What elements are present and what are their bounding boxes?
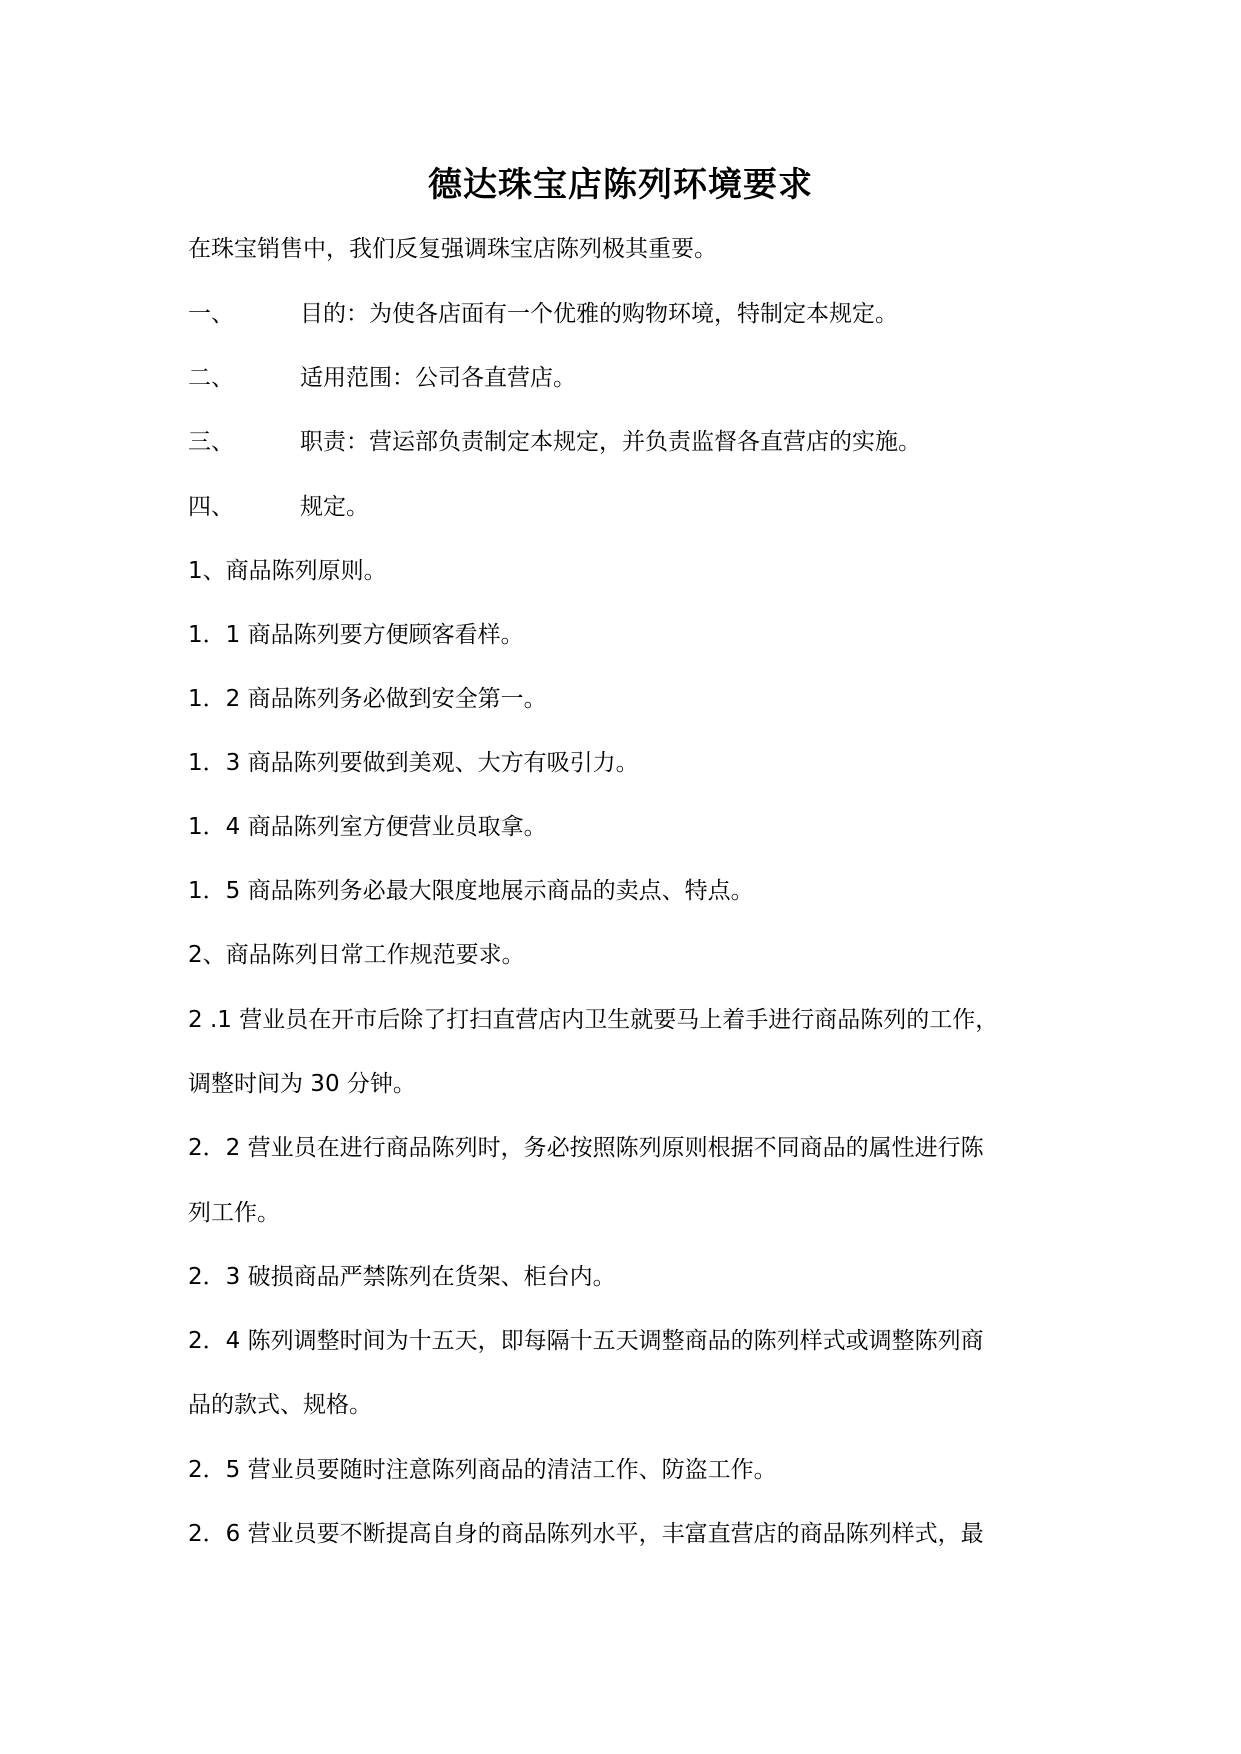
section-number: 一、 — [188, 301, 234, 327]
body-line: 1．3 商品陈列要做到美观、大方有吸引力。 — [188, 750, 639, 776]
section-number: 四、 — [188, 494, 234, 520]
body-line: 列工作。 — [188, 1200, 280, 1226]
body-line: 2．3 破损商品严禁陈列在货架、柜台内。 — [188, 1264, 616, 1290]
section-item — [188, 361, 576, 395]
section-text: 目的：为使各店面有一个优雅的购物环境，特制定本规定。 — [300, 301, 898, 327]
body-line: 1．4 商品陈列室方便营业员取拿。 — [188, 814, 547, 840]
body-line: 1．5 商品陈列务必最大限度地展示商品的卖点、特点。 — [188, 878, 754, 904]
section-text: 适用范围：公司各直营店。 — [300, 365, 576, 391]
body-line: 2．2 营业员在进行商品陈列时，务必按照陈列原则根据不同商品的属性进行陈 — [188, 1135, 984, 1161]
section-item — [188, 425, 921, 459]
body-line: 2．6 营业员要不断提高自身的商品陈列水平，丰富直营店的商品陈列样式，最 — [188, 1521, 984, 1547]
section-text: 职责：营运部负责制定本规定，并负责监督各直营店的实施。 — [300, 429, 921, 455]
body-line: 2．4 陈列调整时间为十五天，即每隔十五天调整商品的陈列样式或调整陈列商 — [188, 1328, 984, 1354]
intro-paragraph: 在珠宝销售中，我们反复强调珠宝店陈列极其重要。 — [188, 236, 717, 262]
body-line: 1、商品陈列原则。 — [188, 558, 387, 584]
body-line: 1．1 商品陈列要方便顾客看样。 — [188, 622, 524, 648]
section-text: 规定。 — [300, 494, 369, 520]
section-item — [188, 490, 369, 524]
document-title: 德达珠宝店陈列环境要求 — [428, 165, 813, 205]
body-line: 2、商品陈列日常工作规范要求。 — [188, 942, 525, 968]
section-item — [188, 297, 898, 331]
body-line: 2．5 营业员要随时注意陈列商品的清洁工作、防盗工作。 — [188, 1457, 777, 1483]
body-line: 调整时间为 30 分钟。 — [188, 1071, 416, 1097]
body-line: 2 .1 营业员在开市后除了打扫直营店内卫生就要马上着手进行商品陈列的工作， — [188, 1007, 999, 1033]
body-line: 品的款式、规格。 — [188, 1392, 372, 1418]
body-line: 1．2 商品陈列务必做到安全第一。 — [188, 686, 547, 712]
section-number: 三、 — [188, 429, 234, 455]
section-number: 二、 — [188, 365, 234, 391]
